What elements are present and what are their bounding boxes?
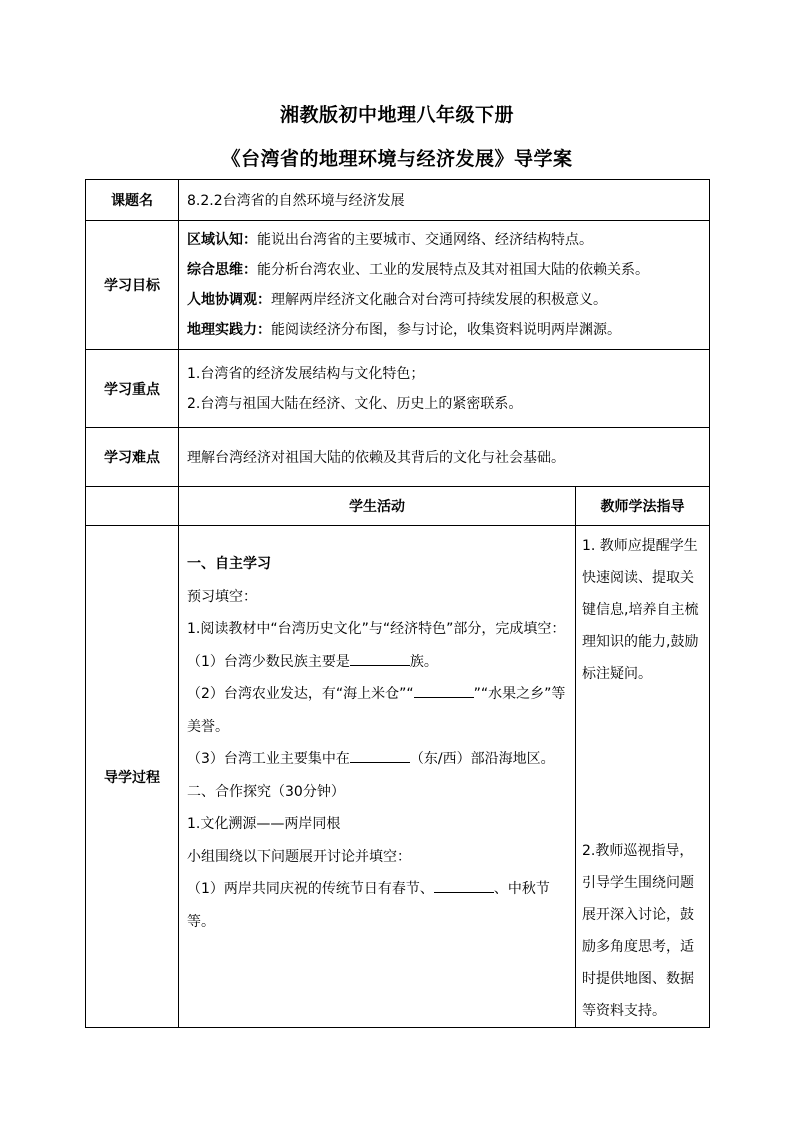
focus-item: 1.台湾省的经济发展结构与文化特色； [187, 365, 425, 382]
goal-key: 综合思维： [187, 262, 257, 278]
teacher-guidance-header: 教师学法指导 [576, 487, 710, 526]
fill-blank[interactable] [350, 748, 410, 763]
goal-text: 能阅读经济分布图，参与讨论，收集资料说明两岸渊源。 [271, 322, 621, 338]
guide-table [85, 179, 710, 1028]
question-text: ”“水果之乡”等美誉。 [187, 686, 566, 735]
question-text: 、中秋节等。 [187, 881, 550, 930]
question-1-3 [187, 743, 567, 776]
fill-blank[interactable] [414, 683, 474, 698]
difficulty-label: 学习难点 [86, 428, 179, 487]
difficulty-value: 理解台湾经济对祖国大陆的依赖及其背后的文化与社会基础。 [179, 428, 710, 487]
goal-key: 人地协调观： [187, 292, 271, 308]
fill-blank[interactable] [350, 651, 410, 666]
student-activity-header: 学生活动 [179, 487, 576, 526]
topic-value: 8.2.2台湾省的自然环境与经济发展 [179, 180, 710, 221]
discussion-intro: 小组围绕以下问题展开讨论并填空： [187, 848, 411, 865]
row-column-headers [86, 487, 710, 526]
goal-item [187, 285, 701, 315]
section-heading: 二、合作探究（30分钟） [187, 783, 345, 800]
question-text: （3）台湾工业主要集中在 [187, 751, 350, 767]
question-text: （1）两岸共同庆祝的传统节日有春节、 [187, 881, 434, 897]
prep-label: 预习填空： [187, 588, 257, 605]
row-topic [86, 180, 710, 221]
goal-item [187, 225, 701, 255]
goal-key: 区域认知： [187, 232, 257, 248]
process-label: 导学过程 [86, 526, 179, 1028]
question-text: （1）台湾少数民族主要是 [187, 653, 350, 670]
teacher-tip: 1. 教师应提醒学生快速阅读、提取关键信息,培养自主梳理知识的能力,鼓励标注疑问。 [582, 538, 699, 682]
question-text: （2）台湾农业发达，有“海上米仓”“ [187, 686, 414, 702]
question-1-1 [187, 646, 567, 679]
row-focus [86, 350, 710, 428]
question-1-2 [187, 678, 567, 743]
topic-label: 课题名 [86, 180, 179, 221]
goal-key: 地理实践力： [187, 322, 271, 338]
goals-label: 学习目标 [86, 221, 179, 350]
goal-item [187, 315, 701, 345]
question-text: （东/西）部沿海地区。 [409, 751, 555, 767]
goal-text: 能说出台湾省的主要城市、交通网络、经济结构特点。 [257, 232, 593, 248]
question-text: 族。 [409, 653, 438, 670]
teacher-guidance-cell [576, 526, 710, 1028]
goal-text: 能分析台湾农业、工业的发展特点及其对祖国大陆的依赖关系。 [257, 262, 649, 278]
goals-content [179, 221, 710, 350]
goal-item [187, 255, 701, 285]
fill-blank[interactable] [434, 878, 494, 893]
goal-text: 理解两岸经济文化融合对台湾可持续发展的积极意义。 [271, 292, 607, 308]
row-difficulty [86, 428, 710, 487]
section-heading: 一、自主学习 [187, 556, 271, 572]
teacher-tip: 2.教师巡视指导，引导学生围绕问题展开深入讨论，鼓励多角度思考，适时提供地图、数据等资料支持。 [582, 843, 694, 1019]
student-activity-cell [179, 526, 576, 1028]
row-process [86, 526, 710, 1028]
focus-label: 学习重点 [86, 350, 179, 428]
focus-content [179, 350, 710, 428]
question-2-1 [187, 873, 567, 938]
subsection-heading: 1.文化溯源——两岸同根 [187, 816, 341, 832]
question-1: 1.阅读教材中“台湾历史文化”与“经济特色”部分，完成填空： [187, 621, 566, 637]
doc-title-line2: 《台湾省的地理环境与经济发展》导学案 [221, 148, 573, 170]
focus-item: 2.台湾与祖国大陆在经济、文化、历史上的紧密联系。 [187, 395, 523, 412]
row-goals [86, 221, 710, 350]
doc-title-line1: 湘教版初中地理八年级下册 [279, 104, 514, 126]
empty-header-cell [86, 487, 179, 526]
